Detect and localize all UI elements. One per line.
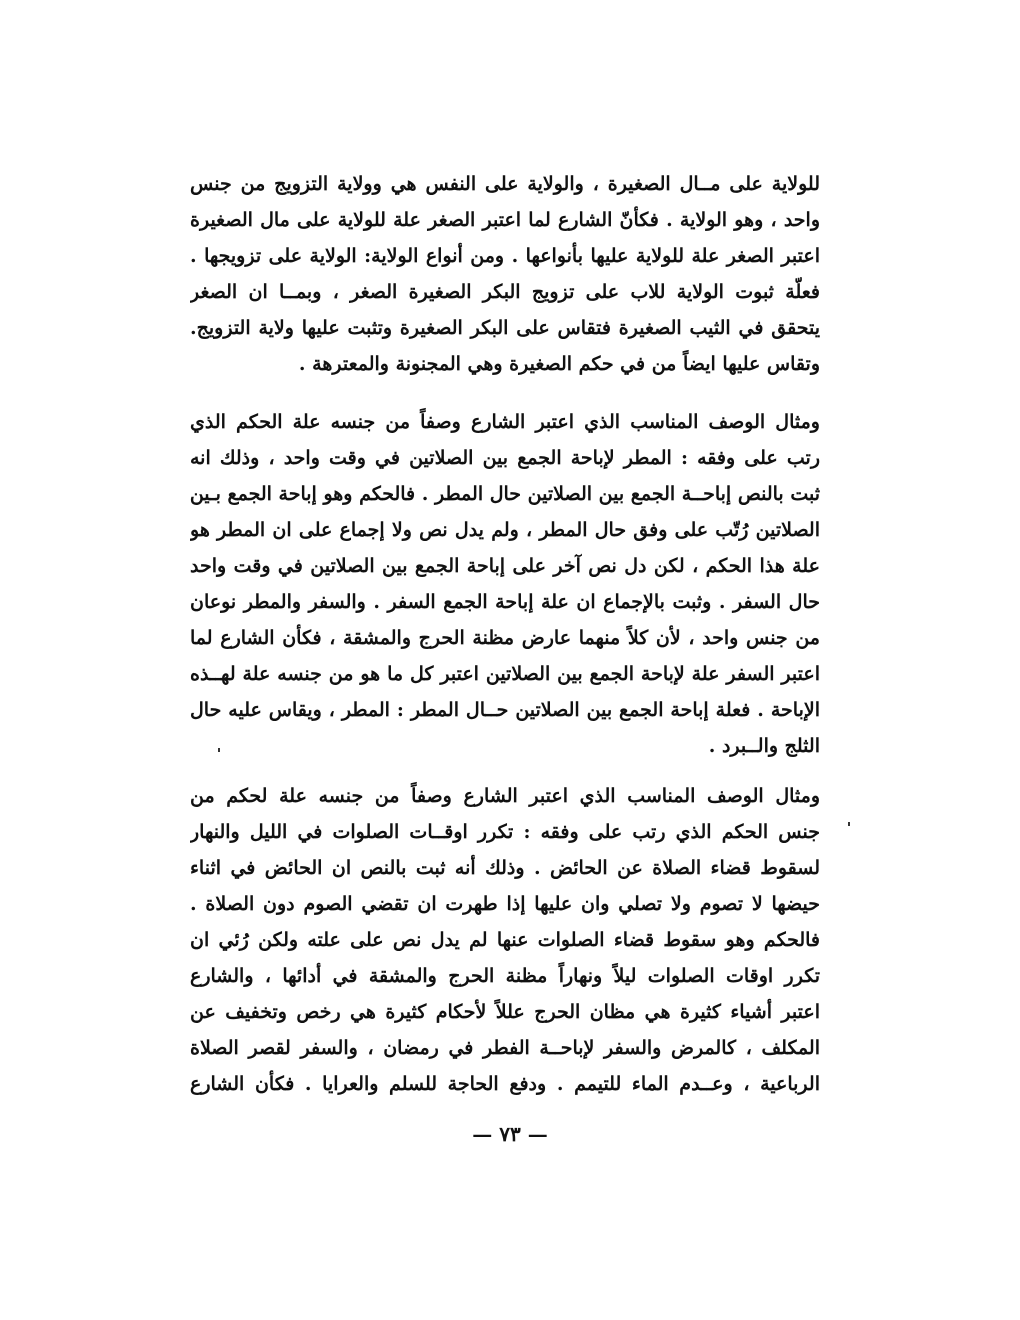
text-line: حال السفر . وثبت بالإجماع ان علة إباحة الجمع السفر . والسفر والمطر نوعان	[190, 591, 820, 613]
text-line: الصلاتين رُتّب على وفق حال المطر ، ولم يدل نص ولا إجماع على ان المطر هو	[190, 519, 820, 541]
text-line: المكلف ، كالمرض والسفر لإباحــة الفطر في رمضان ، والسفر لقصر الصلاة	[190, 1037, 820, 1059]
text-line: الثلج والــبرد .	[708, 735, 820, 757]
text-line: ومثال الوصف المناسب الذي اعتبر الشارع وصفاً من جنسه علة لحكم من	[190, 785, 820, 807]
text-line: اعتبر الصغر علة للولاية عليها بأنواعها . ومن أنواع الولاية: الولاية على تزويجها .	[190, 245, 820, 267]
text-line: ومثال الوصف المناسب الذي اعتبر الشارع وصفاً من جنسه علة الحكم الذي	[190, 411, 820, 433]
text-line: الرباعية ، وعــدم الماء للتيمم . ودفع الحاجة للسلم والعرايا . فكأن الشارع	[190, 1073, 820, 1095]
text-line: للولاية على مــال الصغيرة ، والولاية على النفس هي وولاية التزويج من جنس	[190, 173, 820, 195]
text-line: فالحكم وهو سقوط قضاء الصلوات عنها لم يدل نص على علته ولكن رُئي ان	[190, 929, 820, 951]
text-line: يتحقق في الثيب الصغيرة فتقاس على البكر الصغيرة وتثبت عليها ولاية التزويج.	[190, 317, 820, 339]
page-number: — ٧٣ —	[472, 1122, 548, 1146]
text-line: اعتبر أشياء كثيرة هي مظان الحرج عللاً لأحكام كثيرة هي رخص وتخفيف عن	[190, 1001, 820, 1023]
text-line: من جنس واحد ، لأن كلاً منهما عارض مظنة الحرج والمشقة ، فكأن الشارع لما	[190, 627, 820, 649]
text-line: واحد ، وهو الولاية . فكأنّ الشارع لما اعتبر الصغر علة للولاية على مال الصغيرة	[190, 209, 820, 231]
scan-speck	[848, 822, 850, 826]
paragraph-1	[190, 166, 820, 382]
paragraph-2	[190, 404, 820, 764]
text-line: جنس الحكم الذي رتب على وفقه : تكرر اوقــات الصلوات في الليل والنهار	[190, 821, 820, 843]
text-line: وتقاس عليها ايضاً من في حكم الصغيرة وهي المجنونة والمعترهة .	[298, 353, 820, 375]
text-line: الإباحة . فعلة إباحة الجمع بين الصلاتين حــال المطر : المطر ، ويقاس عليه حال	[190, 699, 820, 721]
text-line: لسقوط قضاء الصلاة عن الحائض . وذلك أنه ثبت بالنص ان الحائض في اثناء	[190, 857, 820, 879]
paragraph-3	[190, 778, 820, 1102]
text-line: اعتبر السفر علة لإباحة الجمع بين الصلاتين اعتبر كل ما هو من جنسه علة لهــذه	[190, 663, 820, 685]
text-line: رتب على وفقه : المطر لإباحة الجمع بين الصلاتين في وقت واحد ، وذلك انه	[190, 447, 820, 469]
text-line: حيضها لا تصوم ولا تصلي وان عليها إذا طهرت ان تقضي الصوم دون الصلاة .	[190, 893, 820, 915]
text-line: ثبت بالنص إباحــة الجمع بين الصلاتين حال المطر . فالحكم وهو إباحة الجمع بـين	[190, 483, 820, 505]
text-line: تكرر اوقات الصلوات ليلاً ونهاراً مظنة الحرج والمشقة في أدائها ، والشارع	[190, 965, 820, 987]
text-line: فعلّة ثبوت الولاية للاب على تزويج البكر الصغيرة الصغر ، وبمــا ان الصغر	[190, 281, 820, 303]
text-line: علة هذا الحكم ، لكن دل نص آخر على إباحة الجمع بين الصلاتين في وقت واحد	[190, 555, 820, 577]
scan-speck	[218, 748, 220, 752]
